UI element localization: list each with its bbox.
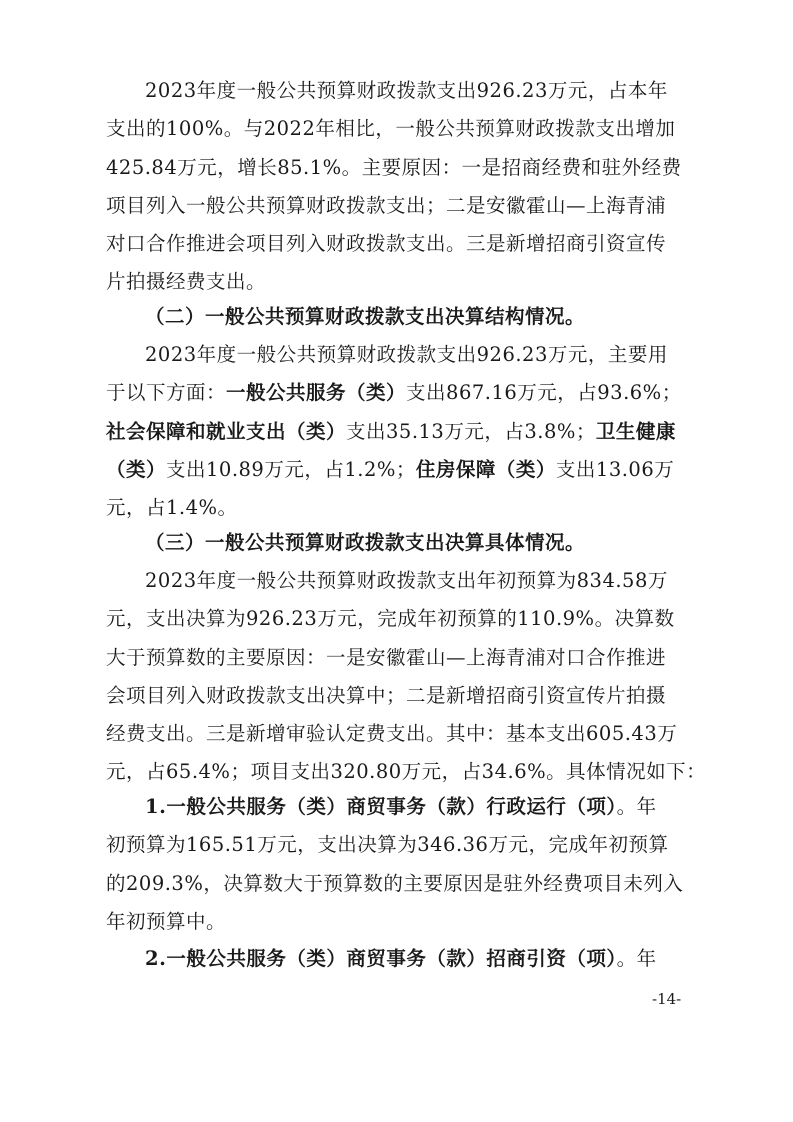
heading-text: （三）一般公共预算财政拨款支出决算具体情况。 <box>145 531 586 554</box>
text-line: 经费支出。三是新增审验认定费支出。其中：基本支出605.43万 <box>106 722 678 746</box>
text-line: 项目列入一般公共预算财政拨款支出；二是安徽霍山—上海青浦 <box>106 193 667 217</box>
text-line: 2.一般公共服务（类）商贸事务（款）招商引资（项）。年 <box>145 947 657 970</box>
text-line: 元，占1.4%。 <box>106 496 238 520</box>
text-line: 会项目列入财政拨款支出决算中；二是新增招商引资宣传片拍摄 <box>106 683 667 707</box>
item-2-heading: 2.一般公共服务（类）商贸事务（款）招商引资（项） <box>145 947 617 970</box>
category-general-public-services: 一般公共服务（类） <box>226 381 407 405</box>
text-line: 支出的100%。与2022年相比，一般公共预算财政拨款支出增加 <box>106 117 676 141</box>
text-line: （类）支出10.89万元，占1.2%；住房保障（类）支出13.06万 <box>106 457 675 481</box>
category-health: 卫生健康 <box>595 419 676 443</box>
paragraph-expenditure-overview <box>106 72 694 302</box>
text-line: 于以下方面：一般公共服务（类）支出867.16万元，占93.6%； <box>106 381 682 405</box>
page-number: -14- <box>652 990 682 1008</box>
category-housing: 住房保障（类） <box>415 457 556 481</box>
text-line: 初预算为165.51万元，支出决算为346.36万元，完成年初预算 <box>106 833 669 857</box>
section-heading-3 <box>106 524 694 562</box>
paragraph-details <box>106 562 707 792</box>
text-line: 425.84万元，增长85.1%。主要原因：一是招商经费和驻外经费 <box>106 155 682 179</box>
text-line: 大于预算数的主要原因：一是安徽霍山—上海青浦对口合作推进 <box>106 645 667 669</box>
paragraph-structure <box>106 336 694 527</box>
text-line: 1.一般公共服务（类）商贸事务（款）行政运行（项）。年 <box>145 795 657 818</box>
section-heading-2 <box>106 298 694 336</box>
paragraph-item-2 <box>106 940 694 978</box>
text-line: 年初预算中。 <box>106 909 227 933</box>
text-line: 2023年度一般公共预算财政拨款支出年初预算为834.58万 <box>145 569 668 592</box>
text-line: 元，占65.4%；项目支出320.80万元，占34.6%。具体情况如下： <box>106 760 707 784</box>
text-line: 片拍摄经费支出。 <box>106 270 267 294</box>
text-line: 2023年度一般公共预算财政拨款支出926.23万元，主要用 <box>145 343 668 366</box>
text-line: 的209.3%，决算数大于预算数的主要原因是驻外经费项目未列入 <box>106 871 684 895</box>
text-line: 2023年度一般公共预算财政拨款支出926.23万元，占本年 <box>145 79 668 102</box>
text-line: 社会保障和就业支出（类）支出35.13万元，占3.8%；卫生健康 <box>106 419 676 443</box>
category-social-security: 社会保障和就业支出（类） <box>106 419 347 443</box>
text-line: 对口合作推进会项目列入财政拨款支出。三是新增招商引资宣传 <box>106 232 667 256</box>
heading-text: （二）一般公共预算财政拨款支出决算结构情况。 <box>145 305 586 328</box>
item-1-heading: 1.一般公共服务（类）商贸事务（款）行政运行（项） <box>145 795 617 818</box>
paragraph-item-1 <box>106 788 694 941</box>
text-line: 元，支出决算为926.23万元，完成年初预算的110.9%。决算数 <box>106 607 675 631</box>
